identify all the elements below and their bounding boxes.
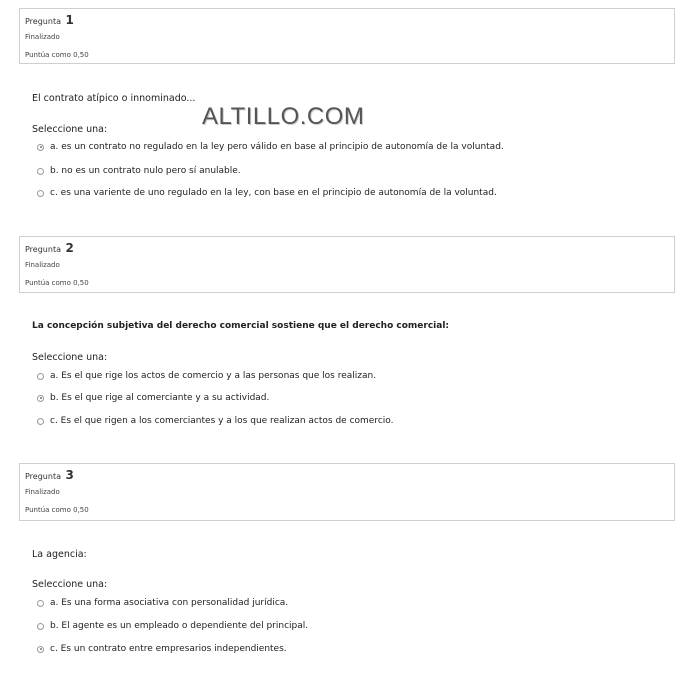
question-number: Pregunta 1 xyxy=(25,13,74,27)
question-2-info xyxy=(19,236,675,293)
q1-option-c[interactable]: c. es una variente de uno regulado en la ley, con base en el principio de autonomía de la voluntad. xyxy=(37,186,497,200)
q2-option-c[interactable]: c. Es el que rigen a los comerciantes y a los que realizan actos de comercio. xyxy=(37,414,394,428)
radio-icon[interactable] xyxy=(37,168,44,175)
watermark: ALTILLO.COM xyxy=(202,103,365,130)
q1-option-a[interactable]: a. es un contrato no regulado en la ley pero válido en base al principio de autonomía de la voluntad. xyxy=(37,140,504,154)
radio-checked-icon[interactable] xyxy=(37,395,44,402)
q1-option-b[interactable]: b. no es un contrato nulo pero sí anulable. xyxy=(37,164,241,178)
q3-option-b[interactable]: b. El agente es un empleado o dependiente del principal. xyxy=(37,619,308,633)
q3-option-c[interactable]: c. Es un contrato entre empresarios independientes. xyxy=(37,642,287,656)
q2-option-a[interactable]: a. Es el que rige los actos de comercio y a las personas que los realizan. xyxy=(37,369,376,383)
question-grade: Puntúa como 0,50 xyxy=(25,506,89,514)
question-number: Pregunta 2 xyxy=(25,241,74,255)
question-1-text: El contrato atípico o innominado... xyxy=(32,93,196,104)
question-2-text: La concepción subjetiva del derecho comercial sostiene que el derecho comercial: xyxy=(32,321,450,331)
question-3-info xyxy=(19,463,675,521)
radio-icon[interactable] xyxy=(37,190,44,197)
radio-icon[interactable] xyxy=(37,623,44,630)
question-grade: Puntúa como 0,50 xyxy=(25,51,89,59)
select-one-prompt: Seleccione una: xyxy=(32,124,108,135)
question-state: Finalizado xyxy=(25,33,60,41)
question-state: Finalizado xyxy=(25,488,60,496)
question-state: Finalizado xyxy=(25,261,60,269)
select-one-prompt: Seleccione una: xyxy=(32,579,108,590)
radio-icon[interactable] xyxy=(37,373,44,380)
select-one-prompt: Seleccione una: xyxy=(32,352,108,363)
question-number: Pregunta 3 xyxy=(25,468,74,482)
radio-checked-icon[interactable] xyxy=(37,646,44,653)
q3-option-a[interactable]: a. Es una forma asociativa con personalidad jurídica. xyxy=(37,596,288,610)
radio-icon[interactable] xyxy=(37,600,44,607)
question-grade: Puntúa como 0,50 xyxy=(25,279,89,287)
radio-checked-icon[interactable] xyxy=(37,144,44,151)
question-1-info xyxy=(19,8,675,64)
radio-icon[interactable] xyxy=(37,418,44,425)
question-3-text: La agencia: xyxy=(32,549,87,560)
q2-option-b[interactable]: b. Es el que rige al comerciante y a su actividad. xyxy=(37,391,269,405)
